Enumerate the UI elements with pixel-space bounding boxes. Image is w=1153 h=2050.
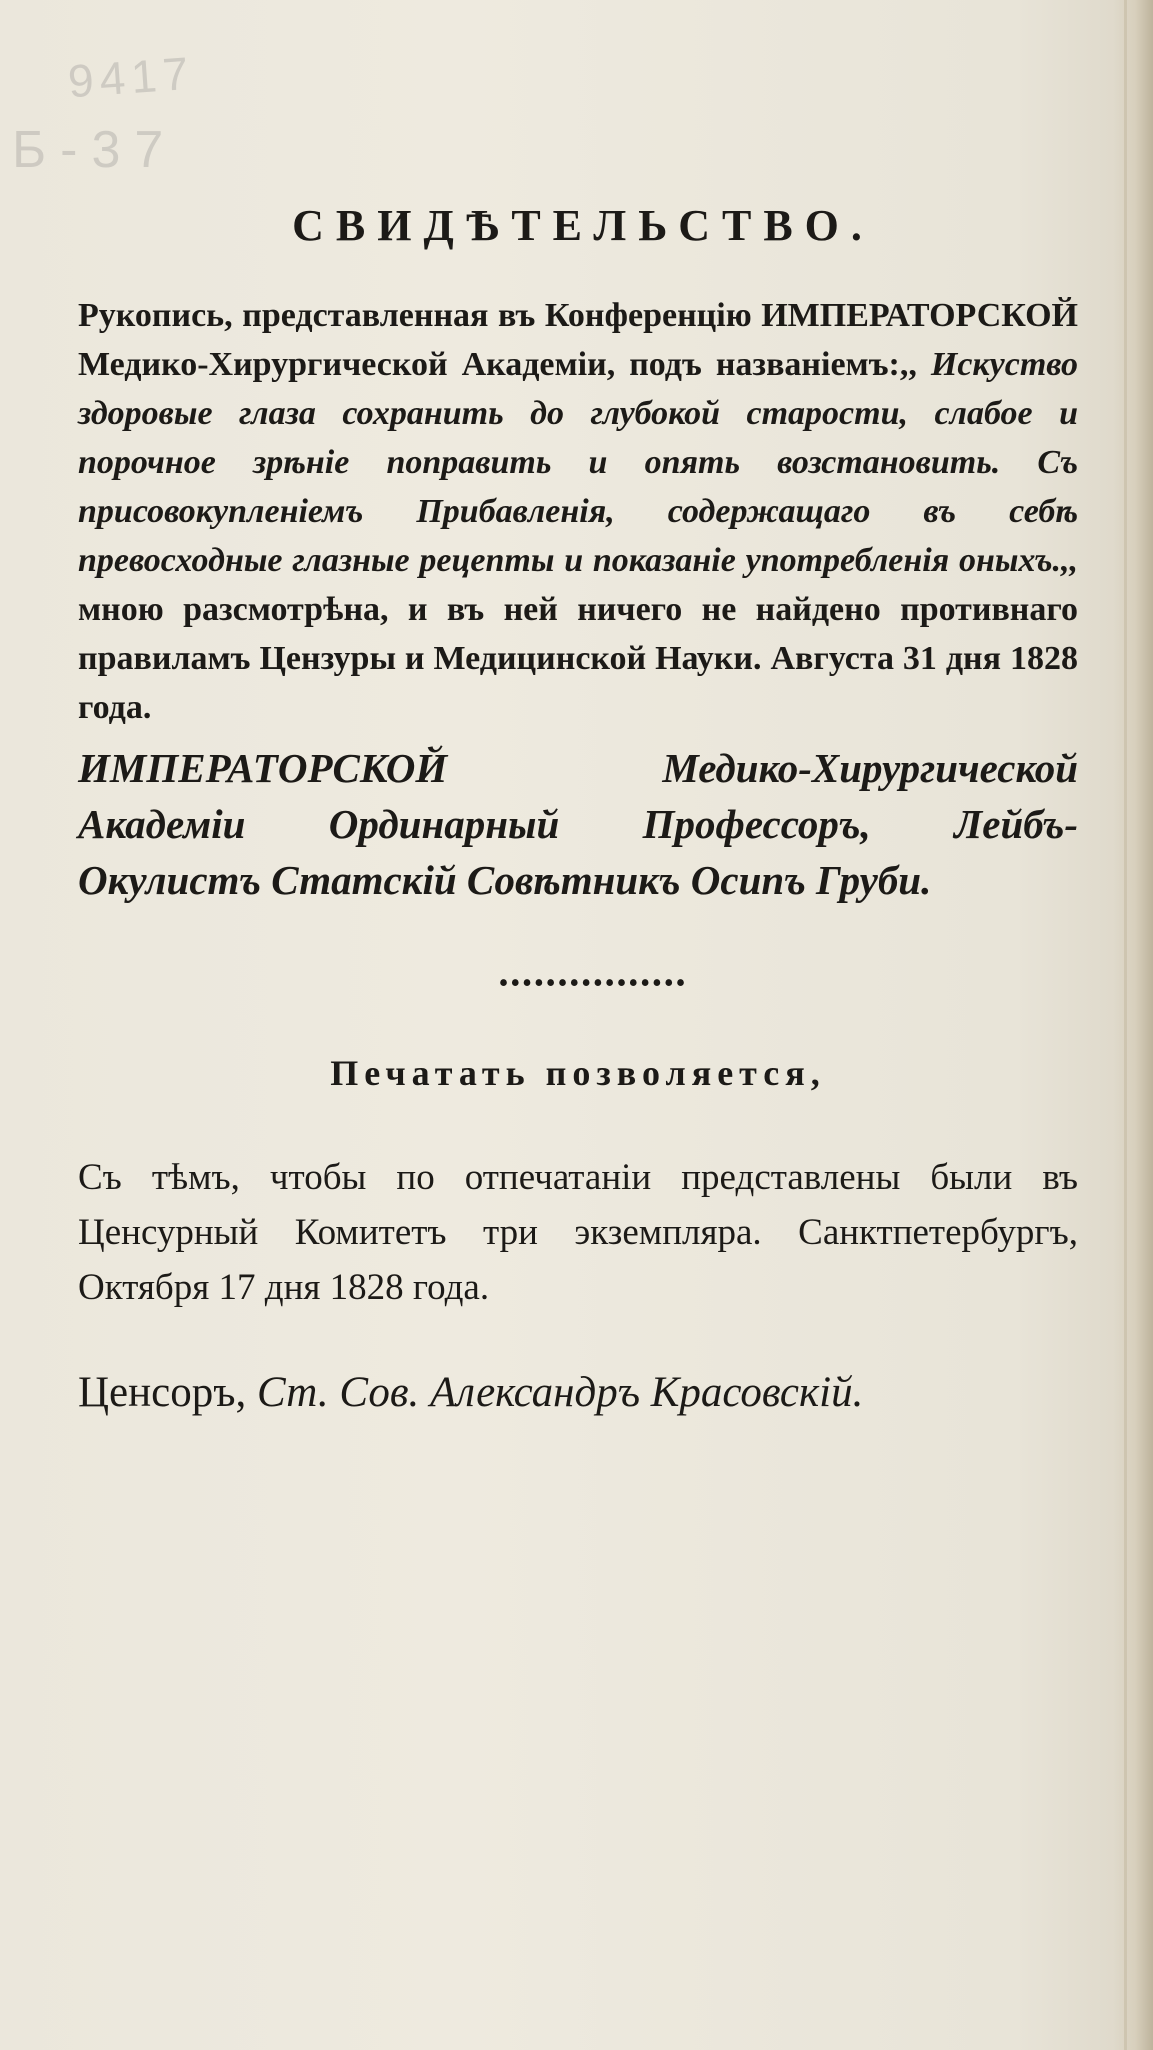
censor-line — [78, 1365, 1078, 1421]
page-edge-shadow — [1113, 0, 1153, 2050]
page-title: СВИДѢТЕЛЬСТВО. — [292, 201, 874, 250]
censor-prefix: Ценсоръ, — [78, 1369, 257, 1416]
signature-block — [78, 740, 1078, 908]
permission-title: Печатать позволяется, — [330, 1053, 826, 1093]
stamp-number: 9417 — [66, 46, 197, 108]
certificate-intro: Рукопись, представленная въ Конференцію ИМПЕРАТОРСКОЙ Медико-Хирургической Академіи, подъ названіемъ:,, — [78, 297, 1078, 383]
library-stamp — [0, 40, 200, 190]
permission-paragraph: Съ тѣмъ, чтобы по отпечатаніи представлены были въ Ценсурный Комитетъ три экземпляра. Санктпетербургъ, Октября 17 дня 1828 года. — [78, 1157, 1078, 1308]
page-content — [78, 200, 1078, 1421]
book-title: Искуство здоровые глаза сохранить до глубокой старости, слабое и порочное зрѣніе поправить и опять возстановить. Съ присовокупленіемъ Прибавленія, содержащаго въ себѣ превосходные глазные рецепты и показаніе употребленія оныхъ.,, — [78, 346, 1079, 579]
signature-line-1: ИМПЕРАТОРСКОЙ Медико-Хирургической — [78, 745, 1078, 791]
certificate-paragraph — [78, 291, 1078, 732]
signature-line-2: Академіи Ординарный Профессоръ, Лейбъ- — [78, 801, 1078, 847]
signature-line-3: Окулистъ Статскій Совѣтникъ Осипъ Груби. — [78, 857, 932, 903]
page-binding-line — [1124, 0, 1127, 2050]
ornament-divider: •••••••••••••••• — [498, 968, 688, 999]
certificate-outro: мною разсмотрѣна, и въ ней ничего не найдено противнаго правиламъ Цензуры и Медицинской Науки. Августа 31 дня 1828 года. — [78, 591, 1078, 726]
stamp-shelfmark: Б-37 — [12, 121, 178, 179]
censor-name: Ст. Сов. Александръ Красовскій. — [256, 1369, 864, 1416]
